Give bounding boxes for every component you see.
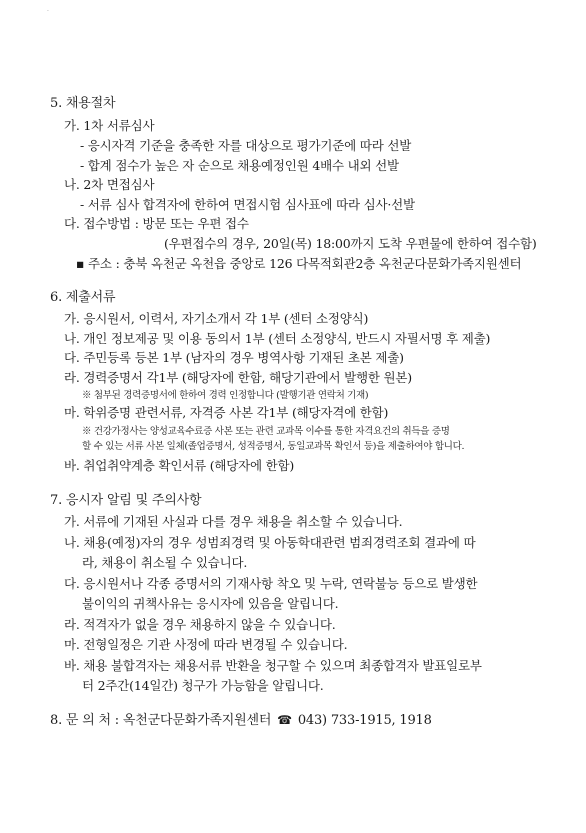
contact-label: 8. 문 의 처 : 옥천군다문화가족지원센터 (50, 713, 272, 728)
s6-item-da: 다. 주민등록 등본 1부 (남자의 경우 병역사항 기재된 초본 제출) (64, 350, 404, 365)
s7-item-na-1: 나. 채용(예정)자의 경우 성범죄경력 및 아동학대관련 범죄경력조회 결과에 따 (64, 535, 476, 550)
s6-item-ma: 마. 학위증명 관련서류, 자격증 사본 각1부 (해당자격에 한함) (64, 405, 389, 420)
section-5-title: 5. 채용절차 (50, 96, 116, 111)
s6-item-ba: 바. 취업취약계층 확인서류 (해당자에 한함) (64, 458, 295, 473)
s5-item-ga-1: - 응시자격 기준을 충족한 자를 대상으로 평가기준에 따라 선발 (80, 138, 412, 153)
s5-item-na: 나. 2차 면접심사 (64, 177, 155, 192)
s6-item-ra: 라. 경력증명서 각1부 (해당자에 한함, 해당기관에서 발행한 원본) (64, 370, 412, 385)
s7-item-ba-1: 바. 채용 불합격자는 채용서류 반환을 청구할 수 있으며 최종합격자 발표일로부 (64, 658, 482, 673)
s5-item-da: 다. 접수방법 : 방문 또는 우편 접수 (64, 216, 249, 231)
s6-item-ma-note-2: 할 수 있는 서류 사본 일체(졸업증명서, 성적증명서, 동일교과목 확인서 등)을 제출하여야 합니다. (82, 441, 465, 452)
s6-item-na: 나. 개인 정보제공 및 이용 동의서 1부 (센터 소정양식, 반드시 자필서명 후 제출) (64, 331, 491, 346)
s7-item-ra: 라. 적격자가 없을 경우 채용하지 않을 수 있습니다. (64, 617, 336, 632)
section-7-title: 7. 응시자 알림 및 주의사항 (50, 493, 202, 508)
s7-item-ba-2: 터 2주간(14일간) 청구가 가능함을 알립니다. (82, 678, 324, 693)
s7-item-da-1: 다. 응시원서나 각종 증명서의 기재사항 착오 및 누락, 연락불능 등으로 발생한 (64, 576, 478, 591)
s5-item-da-note: (우편접수의 경우, 20일(목) 18:00까지 도착 우편물에 한하여 접수함) (164, 236, 537, 251)
s5-address: ▪ 주소 : 충북 옥천군 옥천읍 중앙로 126 다목적회관2층 옥천군다문화가족지원센터 (76, 256, 522, 271)
s5-item-na-1: - 서류 심사 합격자에 한하여 면접시험 심사표에 따라 심사·선발 (80, 197, 415, 212)
s5-item-ga-2: - 합계 점수가 높은 자 순으로 채용예정인원 4배수 내외 선발 (80, 158, 399, 173)
phone-icon: ☎ (277, 713, 292, 727)
s6-item-ma-note-1: ※ 건강가정사는 양성교육수료증 사본 또는 관련 교과목 이수를 통한 자격요건의 취득을 증명 (82, 426, 450, 437)
scan-mark: · (47, 8, 49, 15)
s6-item-ra-note: ※ 첨부된 경력증명서에 한하여 경력 인정합니다 (발행기관 연락처 기재) (82, 390, 369, 401)
s7-item-da-2: 불이익의 귀책사유는 응시자에 있음을 알립니다. (82, 596, 339, 611)
s5-item-ga: 가. 1차 서류심사 (64, 118, 155, 133)
contact-phone: 043) 733-1915, 1918 (297, 713, 432, 728)
section-8-contact (50, 712, 432, 729)
s7-item-ga: 가. 서류에 기재된 사실과 다를 경우 채용을 취소할 수 있습니다. (64, 514, 403, 529)
s7-item-na-2: 라, 채용이 취소될 수 있습니다. (82, 555, 248, 570)
section-6-title: 6. 제출서류 (50, 290, 116, 305)
s7-item-ma: 마. 전형일정은 기관 사정에 따라 변경될 수 있습니다. (64, 637, 348, 652)
s6-item-ga: 가. 응시원서, 이력서, 자기소개서 각 1부 (센터 소정양식) (64, 311, 369, 326)
